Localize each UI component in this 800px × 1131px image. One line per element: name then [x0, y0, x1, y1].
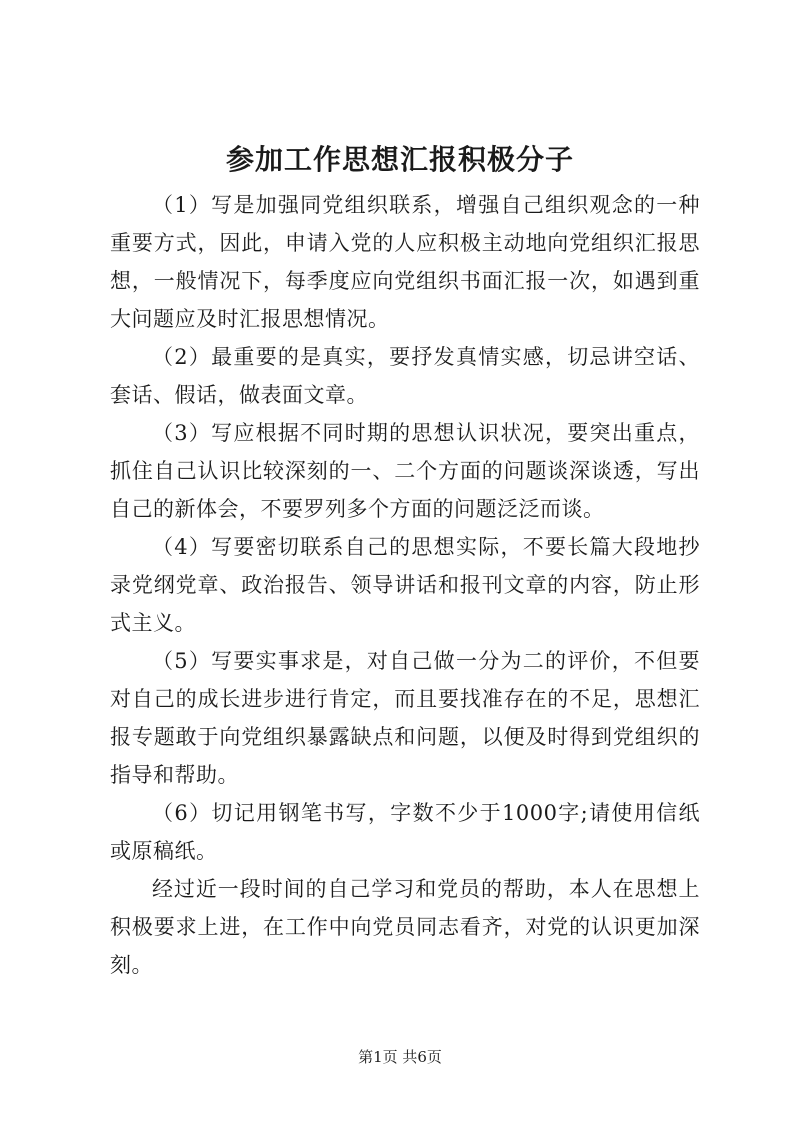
page-number-footer: 第1页 共6页: [358, 1048, 442, 1066]
paragraph-7: 经过近一段时间的自己学习和党员的帮助，本人在思想上积极要求上进，在工作中向党员同志看齐，对党的认识更加深刻。: [110, 877, 700, 977]
paragraph-1: （1）写是加强同党组织联系，增强自己组织观念的一种重要方式，因此，申请入党的人应积极主动地向党组织汇报思想，一般情况下，每季度应向党组织书面汇报一次，如遇到重大问题应及时汇报思想情况。: [110, 193, 700, 331]
document-title: 参加工作思想汇报积极分子: [225, 143, 574, 176]
document-body: [110, 186, 700, 984]
paragraph-2: （2）最重要的是真实，要抒发真情实感，切忌讲空话、套话、假话，做表面文章。: [110, 345, 700, 407]
paragraph-4: （4）写要密切联系自己的思想实际，不要长篇大段地抄录党纲党章、政治报告、领导讲话和报刊文章的内容，防止形式主义。: [110, 535, 700, 635]
paragraph-3: （3）写应根据不同时期的思想认识状况，要突出重点，抓住自己认识比较深刻的一、二个方面的问题谈深谈透，写出自己的新体会，不要罗列多个方面的问题泛泛而谈。: [110, 421, 700, 521]
paragraph-5: （5）写要实事求是，对自己做一分为二的评价，不但要对自己的成长进步进行肯定，而且要找准存在的不足，思想汇报专题敢于向党组织暴露缺点和问题，以便及时得到党组织的指导和帮助。: [110, 649, 700, 787]
paragraph-6: （6）切记用钢笔书写，字数不少于1000字;请使用信纸或原稿纸。: [110, 801, 700, 863]
